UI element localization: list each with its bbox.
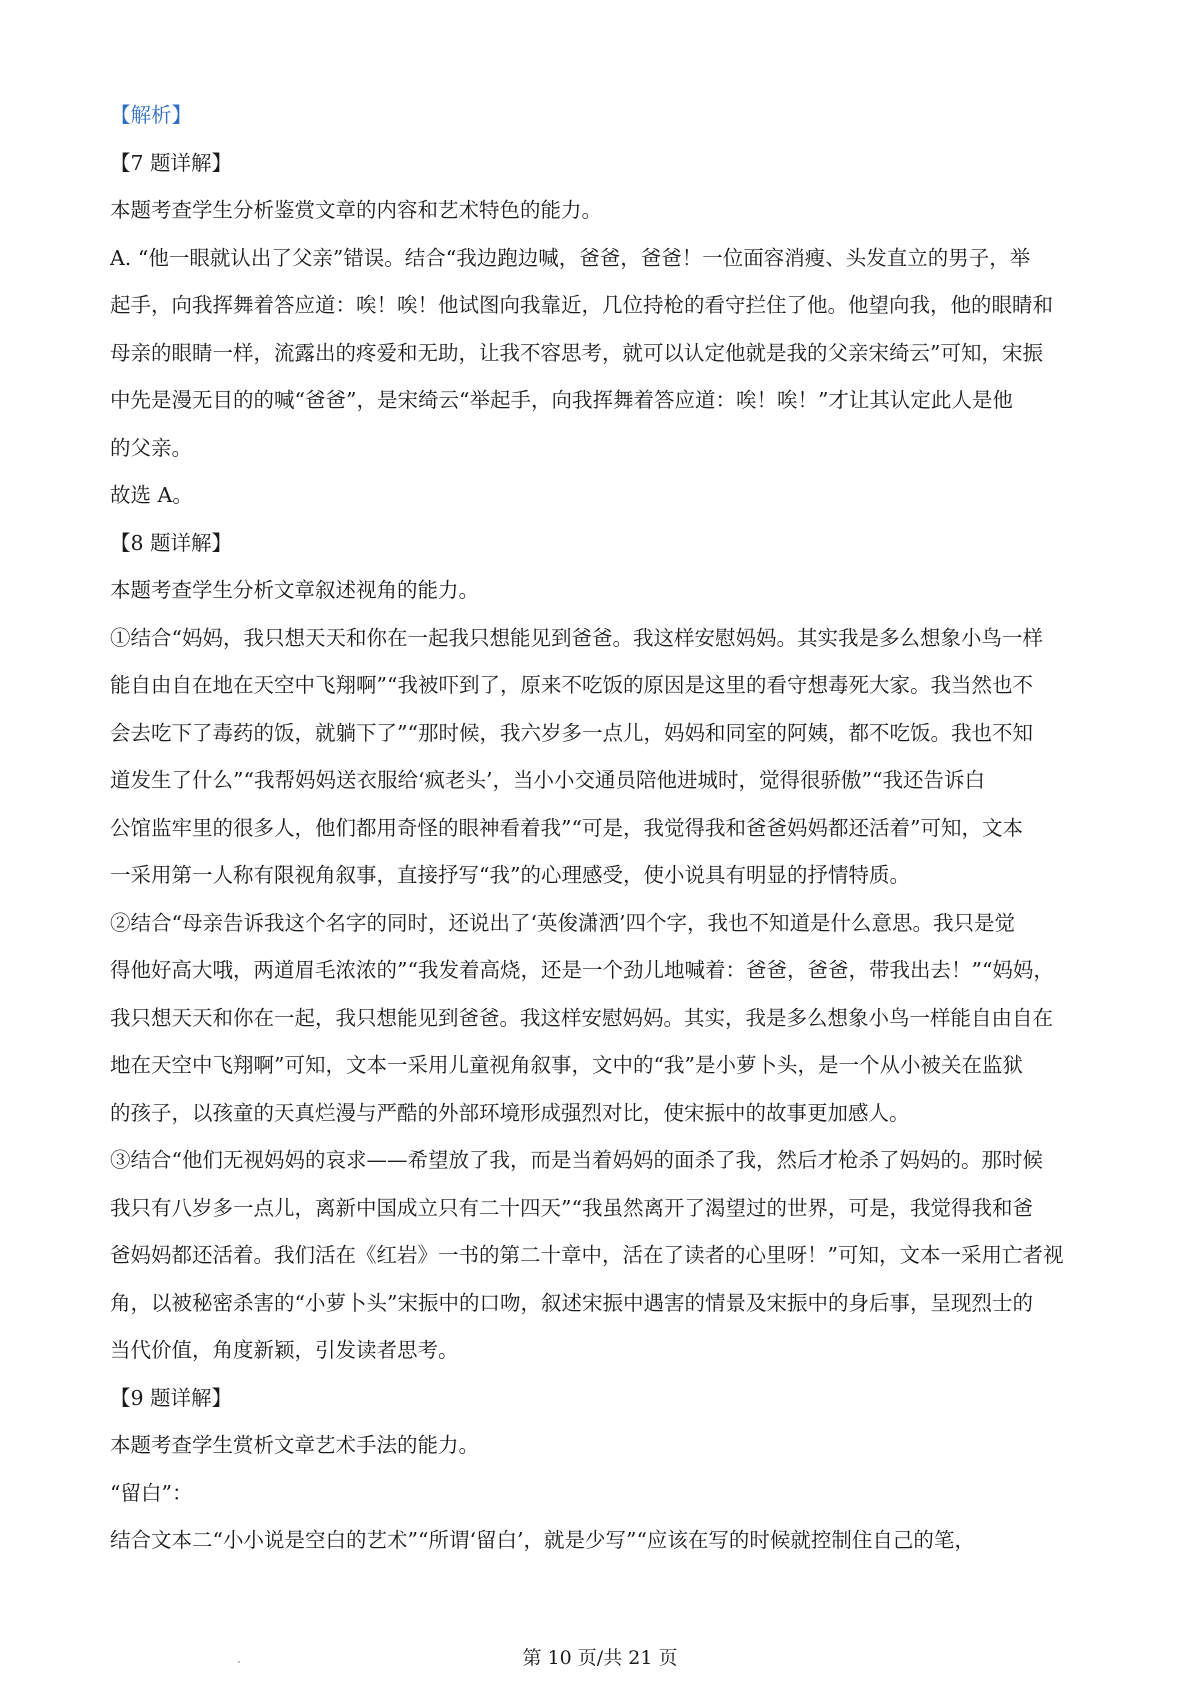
q8-line: 道发生了什么”“我帮妈妈送衣服给‘疯老头’，当小小交通员陪他进城时，觉得很骄傲”“我还告诉白: [110, 768, 985, 792]
q8-line: 地在天空中飞翔啊”可知，文本一采用儿童视角叙事，文中的“我”是小萝卜头，是一个从小被关在监狱: [110, 1053, 1023, 1077]
q8-line: 本题考查学生分析文章叙述视角的能力。: [110, 578, 479, 602]
q8-line: 的孩子，以孩童的天真烂漫与严酷的外部环境形成强烈对比，使宋振中的故事更加感人。: [110, 1100, 910, 1125]
q8-heading: 【8 题详解】: [110, 530, 233, 555]
q7-line: 中先是漫无目的的喊“爸爸”，是宋绮云“举起手，向我挥舞着答应道：唉！唉！”才让其认定此人是他: [110, 388, 1013, 412]
q9-line: “留白”：: [110, 1480, 193, 1505]
q8-line: 能自由自在地在天空中飞翔啊”“我被吓到了，原来不吃饭的原因是这里的看守想毒死大家。我当然也不: [110, 673, 1033, 697]
q7-line: 本题考查学生分析鉴赏文章的内容和艺术特色的能力。: [110, 198, 602, 222]
q8-line: 公馆监牢里的很多人，他们都用奇怪的眼神看着我”“可是，我觉得我和爸爸妈妈都还活着”可知，文本: [110, 815, 1023, 840]
q7-line: A. “他一眼就认出了父亲”错误。结合“我边跑边喊，爸爸，爸爸！一位面容消瘦、头发直立的男子，举: [110, 245, 1031, 270]
document-content: [110, 92, 1095, 1565]
q8-line: ②结合“母亲告诉我这个名字的同时，还说出了‘英俊潇洒’四个字，我也不知道是什么意思。我只是觉: [110, 910, 1016, 935]
page-number: 第 10 页/共 21 页: [522, 1647, 678, 1669]
q8-line: 爸妈妈都还活着。我们活在《红岩》一书的第二十章中，活在了读者的心里呀！”可知，文本一采用亡者视: [110, 1243, 1064, 1267]
q8-line: 会去吃下了毒药的饭，就躺下了”“那时候，我六岁多一点儿，妈妈和同室的阿姨，都不吃饭。我也不知: [110, 720, 1033, 745]
q9-line: 本题考查学生赏析文章艺术手法的能力。: [110, 1433, 479, 1457]
q8-line: 我只想天天和你在一起，我只想能见到爸爸。我这样安慰妈妈。其实，我是多么想象小鸟一样能自由自在: [110, 1005, 1053, 1030]
q7-answer: 故选 A。: [110, 483, 193, 507]
q9-line: 结合文本二“小小说是空白的艺术”“所谓‘留白’，就是少写”“应该在写的时候就控制住自己的笔，: [110, 1528, 975, 1552]
q8-line: 角，以被秘密杀害的“小萝卜头”宋振中的口吻，叙述宋振中遇害的情景及宋振中的身后事，呈现烈士的: [110, 1290, 1033, 1315]
q8-line: 一采用第一人称有限视角叙事，直接抒写“我”的心理感受，使小说具有明显的抒情特质。: [110, 863, 910, 887]
q8-line: ③结合“他们无视妈妈的哀求——希望放了我，而是当着妈妈的面杀了我，然后才枪杀了妈妈的。那时候: [110, 1148, 1043, 1172]
q9-heading: 【9 题详解】: [110, 1385, 233, 1410]
q8-line: ①结合“妈妈，我只想天天和你在一起我只想能见到爸爸。我这样安慰妈妈。其实我是多么想象小鸟一样: [110, 625, 1043, 650]
q8-line: 得他好高大哦，两道眉毛浓浓的”“我发着高烧，还是一个劲儿地喊着：爸爸，爸爸，带我出去！”“妈妈，: [110, 958, 1054, 982]
scan-speck: [238, 1661, 240, 1663]
q8-line: 当代价值，角度新颖，引发读者思考。: [110, 1338, 459, 1362]
analysis-label: 【解析】: [110, 103, 192, 127]
q7-line: 母亲的眼睛一样，流露出的疼爱和无助，让我不容思考，就可以认定他就是我的父亲宋绮云”可知，宋振: [110, 340, 1043, 365]
q7-heading: 【7 题详解】: [110, 150, 233, 175]
q8-line: 我只有八岁多一点儿，离新中国成立只有二十四天”“我虽然离开了渴望过的世界，可是，我觉得我和爸: [110, 1195, 1033, 1220]
q7-line: 的父亲。: [110, 435, 192, 460]
q7-line: 起手，向我挥舞着答应道：唉！唉！他试图向我靠近，几位持枪的看守拦住了他。他望向我，他的眼睛和: [110, 293, 1053, 317]
